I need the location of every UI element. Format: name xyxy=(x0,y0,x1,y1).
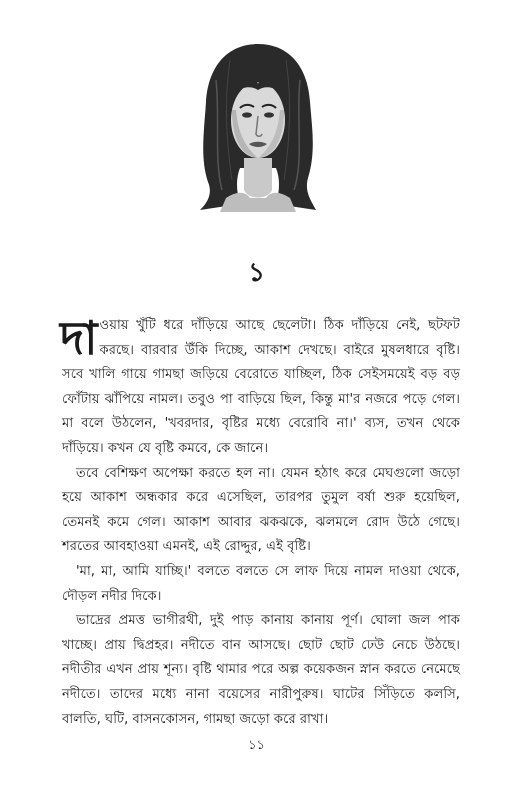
paragraph-3: 'মা, মা, আমি যাচ্ছি।' বলতে বলতে সে লাফ দিয়ে নামল দাওয়া থেকে, দৌড়ল নদীর দিকে। xyxy=(62,563,460,604)
paragraph-4: ভাদ্রের প্রমত্ত ভাগীরথী, দুই পাড় কানায় কানায় পূর্ণ। ঘোলা জল পাক খাচ্ছে। প্রায় দ্বিপ্রহর। নদীতে বান আসছে। ছোট ছোট ঢেউ নেচে উঠছে। নদীতীর এখন প্রায় শূন্য। বৃষ্টি থামার পরে অল্প কয়েকজন স্নান করতে নেমেছে নদীতে। তাদের মধ্যে নানা বয়েসের নারীপুরুষ। ঘাটের সিঁড়িতে কলসি, বালতি, ঘটি, বাসনকোসন, গামছা জড়ো করে রাখা। xyxy=(62,613,460,727)
paragraph-1-text: ওয়ায় খুঁটি ধরে দাঁড়িয়ে আছে ছেলেটা। ঠিক দাঁড়িয়ে নেই, ছটফট করছে। বারবার উঁকি দিচ্ছে, আকাশ দেখছে। বাইরে মুষলধারে বৃষ্টি। সবে খালি গায়ে গামছা জড়িয়ে বেরোতে যাচ্ছিল, ঠিক সেইসময়েই বড় বড় ফোঁটায় ঝাঁপিয়ে নামল। তবুও পা বাড়িয়ে ছিল, কিন্তু মা'র নজরে পড়ে গেল। মা বলে উঠলেন, 'খবরদার, বৃষ্টির মধ্যে বেরোবি না।' ব্যস, তখন থেকে দাঁড়িয়ে। কখন যে বৃষ্টি কমবে, কে জানে। xyxy=(62,318,460,456)
paragraph-1 xyxy=(60,311,460,462)
drop-cap: দা xyxy=(60,311,98,365)
page-number: ১১ xyxy=(248,738,265,753)
chapter-number: ১ xyxy=(248,258,265,288)
portrait-illustration xyxy=(196,40,320,212)
chapter-body xyxy=(60,311,460,732)
paragraph-2: তবে বেশিক্ষণ অপেক্ষা করতে হল না। যেমন হঠাৎ করে মেঘগুলো জড়ো হয়ে আকাশ অন্ধকার করে এসেছিল, তারপর তুমুল বর্ষা শুরু হয়েছিল, তেমনই কমে গেল। আকাশ আবার ঝকঝকে, ঝলমলে রোদ উঠে গেছে। শরতের আবহাওয়া এমনই, এই রোদ্দুর, এই বৃষ্টি। xyxy=(62,465,460,555)
